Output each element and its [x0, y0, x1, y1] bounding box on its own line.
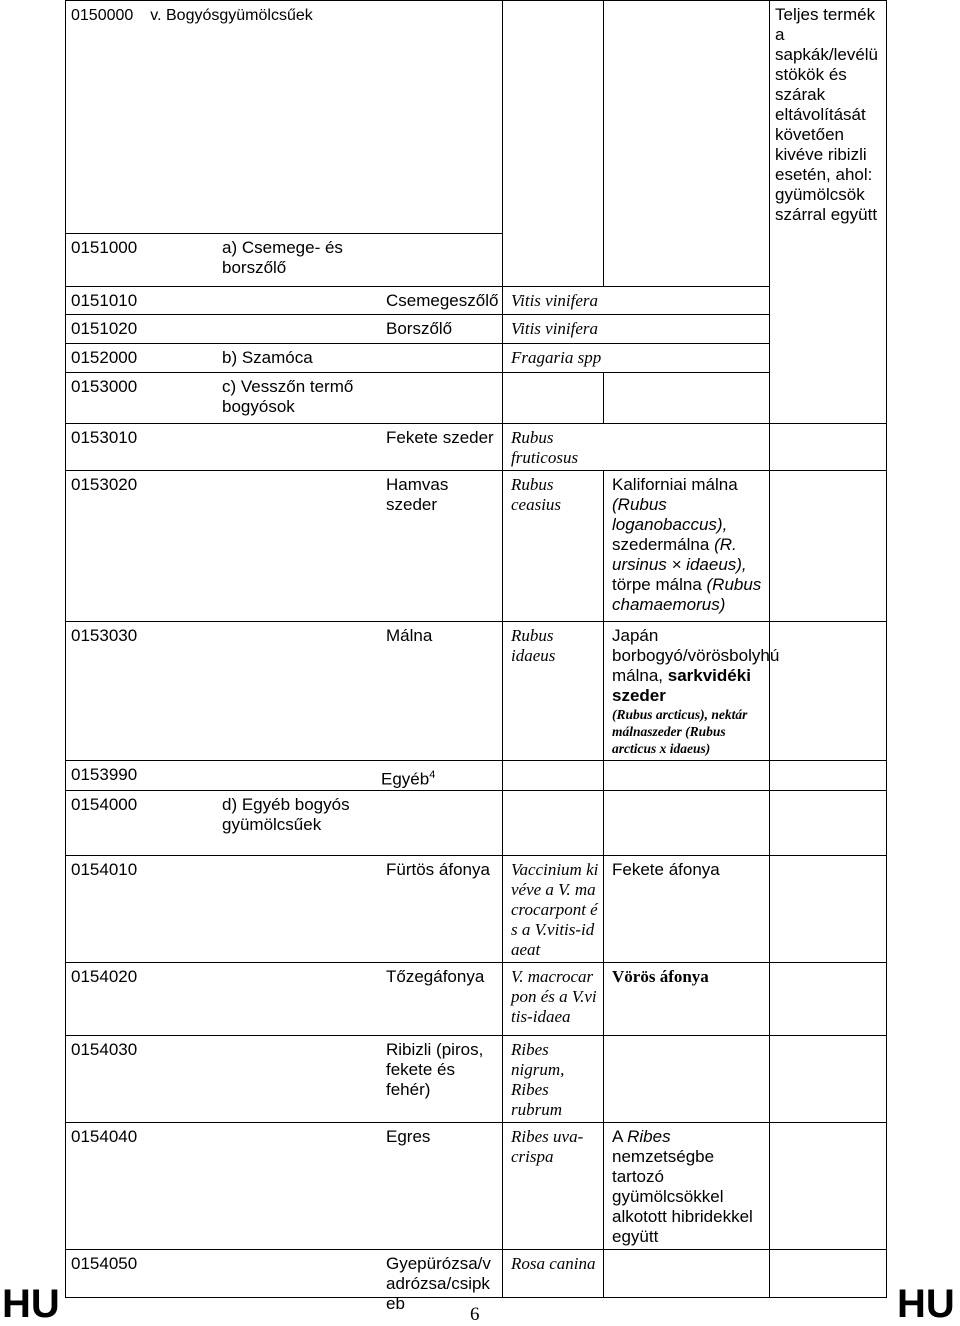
section-note: Teljes termék a sapkák/levélü stökök és szárak eltávolítását követően kivéve ribizli esetén, ahol: gyümölcsök szárral együtt [775, 5, 879, 224]
table-row [66, 424, 887, 471]
row-label: Málna [386, 626, 433, 645]
row-code: 0153010 [71, 428, 138, 447]
row-latin: Rubus fruticosus [511, 428, 579, 467]
row-latin: Fragaria spp [511, 348, 602, 367]
table-row [66, 373, 887, 424]
row-latin: V. macrocarpon és a V.vitis-idaea [511, 967, 597, 1026]
row-label: a) Csemege- és borszőlő [222, 238, 343, 277]
row-code: 0152000 [71, 348, 138, 367]
example-latin: (Rubus chamaemorus) [612, 575, 762, 614]
row-label: Hamvas szeder [386, 475, 449, 514]
example-latin: Ribes [627, 1127, 671, 1146]
row-label: Csemegeszőlő [386, 291, 499, 310]
table-row [66, 1123, 887, 1250]
row-latin: Rubus ceasius [511, 475, 562, 514]
footer-country-right: HU [897, 1282, 955, 1326]
footnote-marker: 4 [429, 769, 436, 781]
example-text: Fekete áfonya [612, 860, 720, 879]
row-code: 0154000 [71, 795, 138, 814]
row-latin: Vaccinium kivéve a V. macrocarpont és a V.vitis-idaeat [511, 860, 599, 959]
row-latin: Ribes nigrum, Ribes rubrum [511, 1040, 565, 1119]
example-text: szedermálna [612, 535, 715, 554]
row-label: c) Vesszőn termő bogyósok [222, 377, 354, 416]
table-row [66, 234, 887, 287]
row-label: Fekete szeder [386, 428, 494, 447]
row-code: 0154020 [71, 967, 138, 986]
row-code: 0154030 [71, 1040, 138, 1059]
example-text: Vörös áfonya [612, 967, 709, 986]
table-row [66, 315, 887, 344]
example-text: nemzetségbe tartozó gyümölcsökkel alkotott hibridekkel együtt [612, 1147, 753, 1246]
row-label: Egyéb$^4$ [381, 769, 436, 789]
row-code: 0153000 [71, 377, 138, 396]
table-row [66, 1036, 887, 1123]
row-code: 0154050 [71, 1254, 138, 1273]
row-code: 0150000 [71, 7, 134, 24]
row-code: 0151000 [71, 238, 138, 257]
table-row [66, 856, 887, 963]
table-row [66, 963, 887, 1036]
row-code: 0153030 [71, 626, 138, 645]
footer-country-left: HU [2, 1282, 60, 1326]
row-code: 0153020 [71, 475, 138, 494]
row-code: 0151020 [71, 319, 138, 338]
example-text: sarkvidéki szeder [612, 666, 751, 705]
page-number: 6 [470, 1304, 480, 1325]
row-label: Tőzegáfonya [386, 967, 485, 986]
row-label: d) Egyéb bogyósgyümölcsűek [222, 795, 350, 834]
example-latin: (Rubus loganobaccus), [612, 495, 728, 534]
table-row [66, 622, 887, 761]
row-code: 0154010 [71, 860, 138, 879]
product-table [65, 0, 887, 1313]
example-text: A [612, 1127, 628, 1146]
row-code: 0154040 [71, 1127, 138, 1146]
example-text: törpe málna [612, 575, 707, 594]
table-row [66, 791, 887, 856]
example-latin: (R. ursinus × idaeus), [612, 535, 747, 574]
example-latin: (Rubus arcticus), nektár málnaszeder (Rubus arcticus x idaeus) [612, 707, 748, 756]
row-label: Fürtös áfonya [386, 860, 490, 879]
table-row [66, 287, 887, 315]
row-label: Gyepürózsa/vadrózsa/csipkeb [386, 1254, 491, 1313]
row-label: b) Szamóca [222, 348, 313, 367]
section-title: v. Bogyósgyümölcsűek [150, 7, 313, 24]
row-label: Ribizli (piros, fekete és fehér) [386, 1040, 484, 1099]
row-latin: Rosa canina [511, 1254, 596, 1273]
row-latin: Vitis vinifera [511, 291, 599, 310]
row-latin: Rubus idaeus [511, 626, 556, 665]
row-code: 0151010 [71, 291, 138, 310]
example-text: Kaliforniai málna [612, 475, 738, 494]
table-row [66, 471, 887, 622]
row-label: Borszőlő [386, 319, 453, 338]
example-text: Japán borbogyó/vörösbolyhú málna, [612, 626, 780, 685]
row-latin: Ribes uva-crispa [511, 1127, 584, 1166]
row-code: 0153990 [71, 765, 138, 784]
table-row [66, 1, 887, 234]
row-label: Egres [386, 1127, 431, 1146]
table-row [66, 344, 887, 373]
row-latin: Vitis vinifera [511, 319, 599, 338]
table-row [66, 761, 887, 791]
table-row [66, 1250, 887, 1298]
